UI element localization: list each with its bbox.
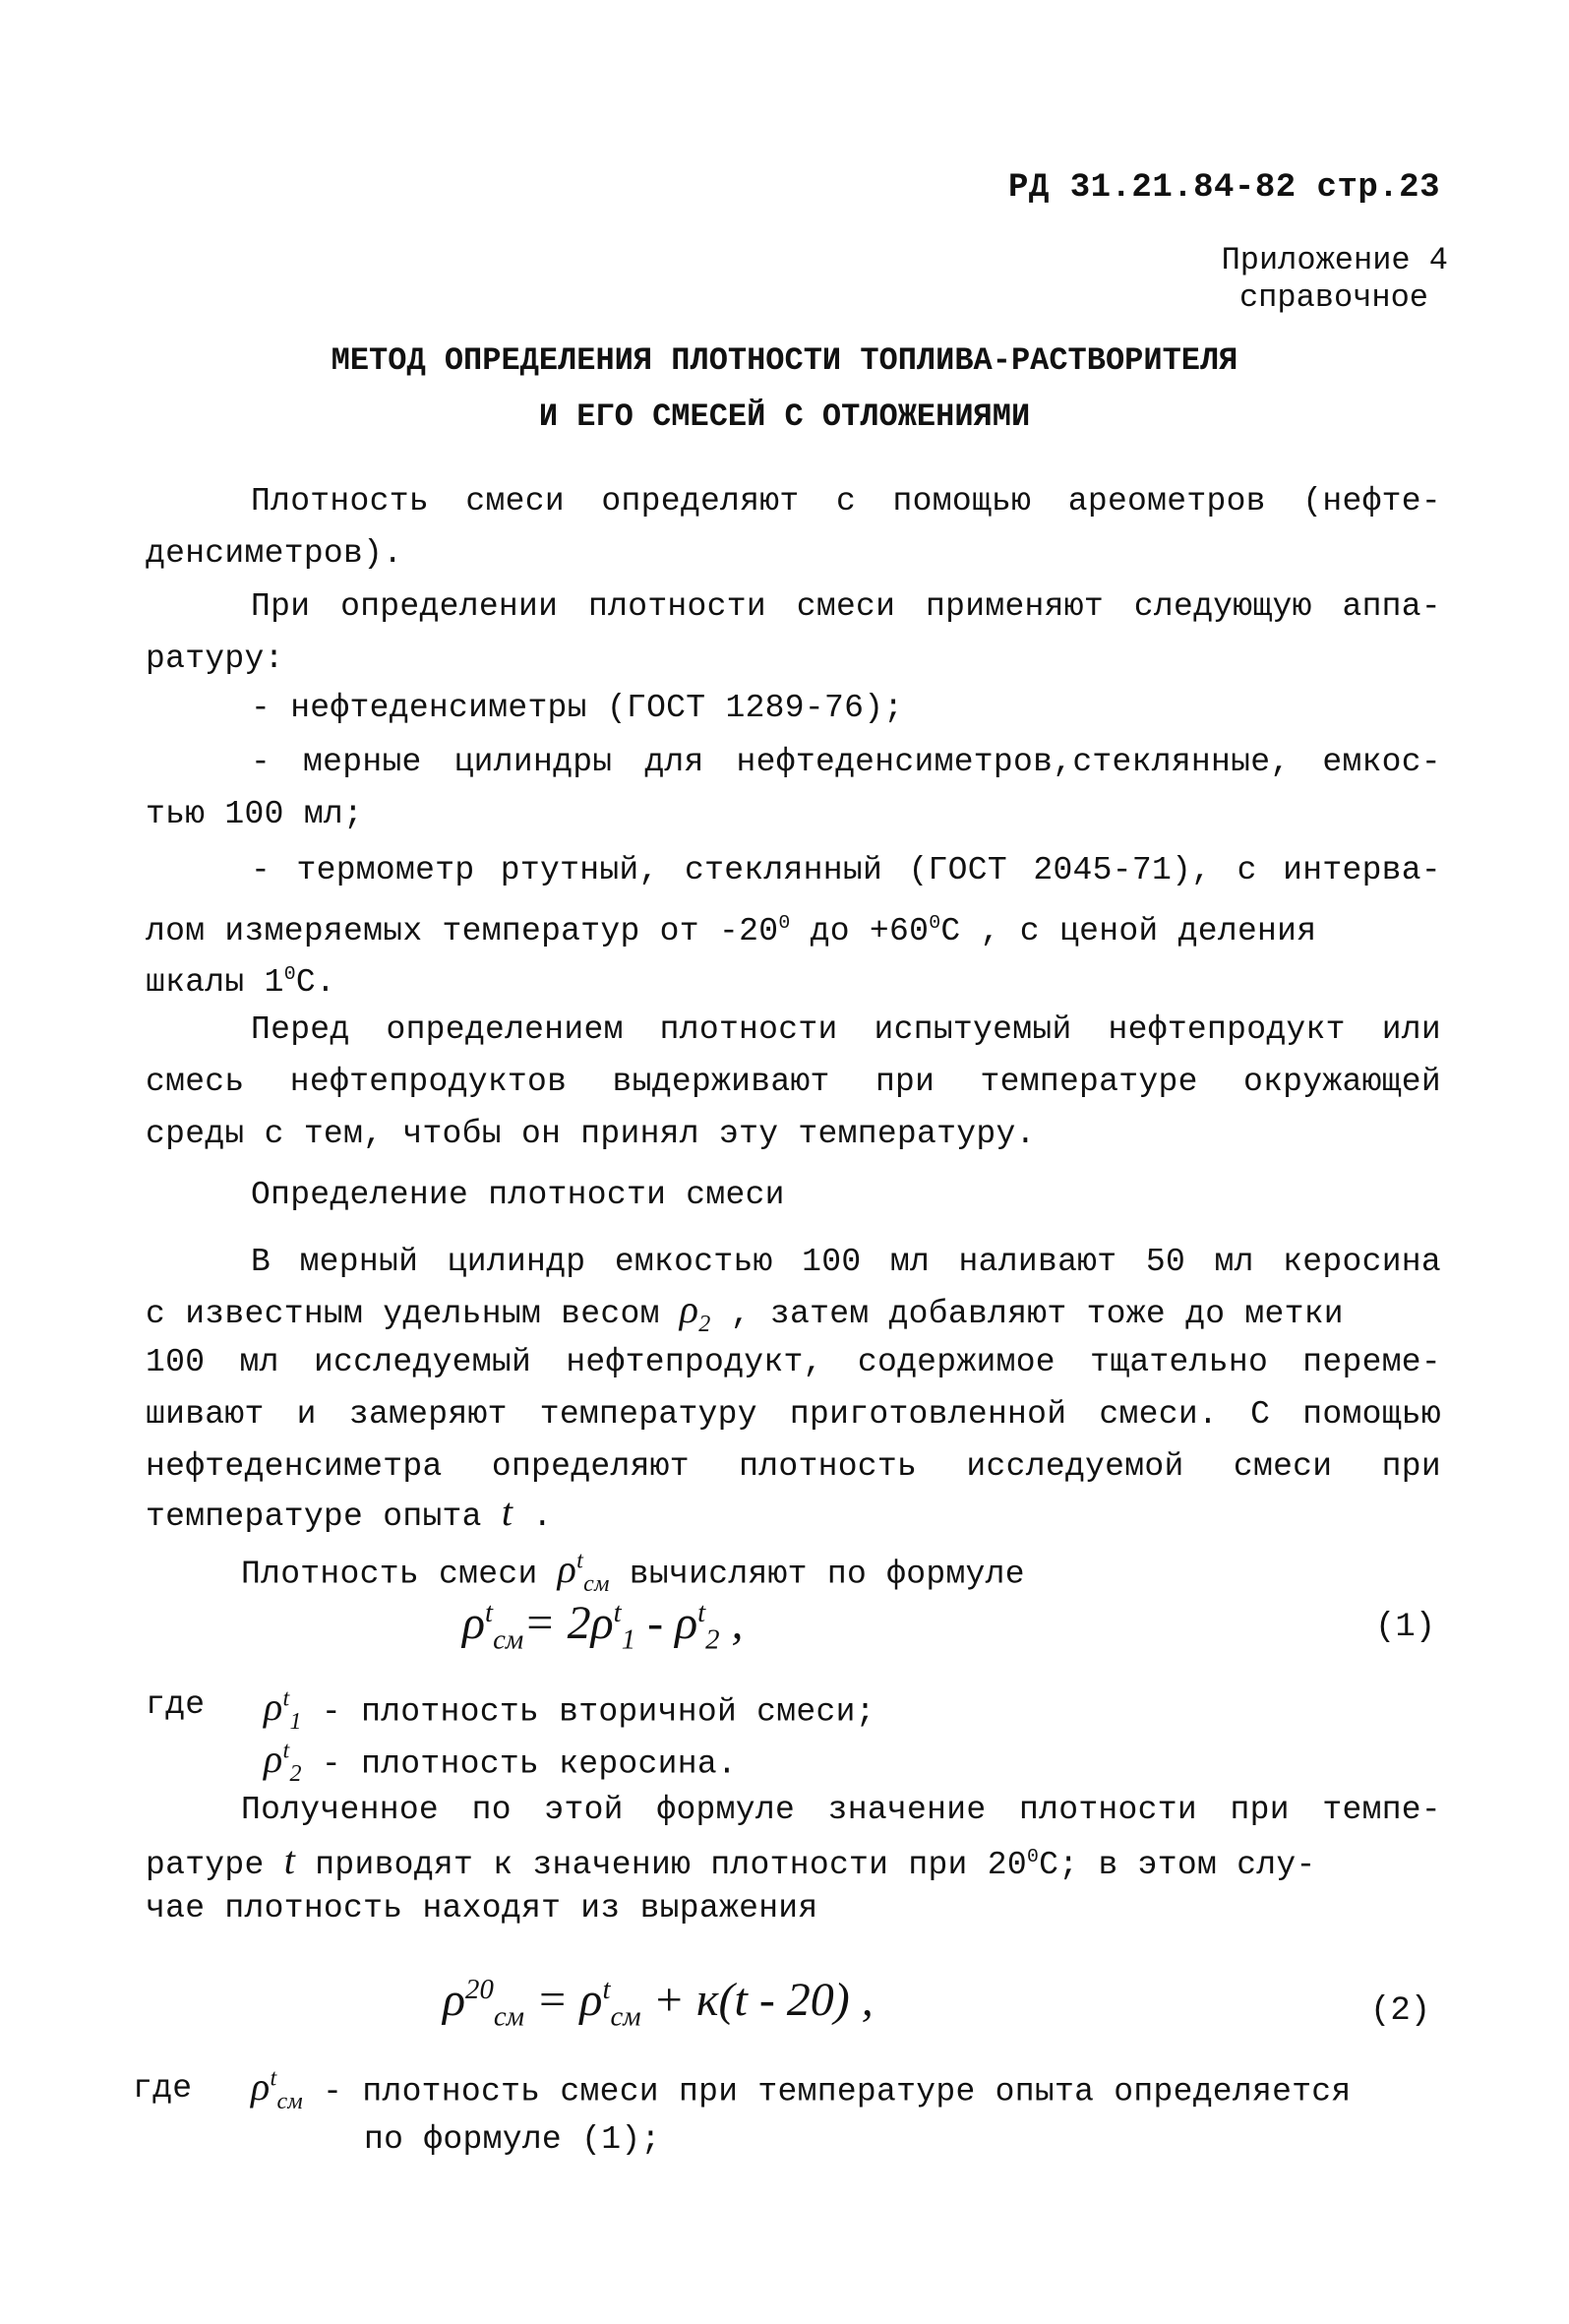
paragraph-3-line-3: среды с тем, чтобы он принял эту температуру. — [146, 1116, 1036, 1152]
paragraph-4-line-5: нефтеденсиметра определяют плотность исследуемой смеси при — [146, 1448, 1441, 1485]
document-title-line2: И ЕГО СМЕСЕЙ С ОТЛОЖЕНИЯМИ — [538, 398, 1031, 435]
paragraph-5: Плотность смеси $\rho^t_{см}$ вычисляют по формуле — [241, 1547, 1025, 1598]
paragraph-1-line-1: Плотность смеси определяют с помощью ареометров (нефте- — [251, 483, 1441, 520]
equation-2: $\rho^{20}_{см} = \rho^t_{см} + к(t - 20)$ , — [443, 1974, 874, 2033]
list-item-3-line-3: шкалы $1^0С$. — [146, 963, 336, 1001]
definition-rho2: $\rho^t_2$ - плотность керосина. — [264, 1737, 738, 1788]
document-title-line1: МЕТОД ОПРЕДЕЛЕНИЯ ПЛОТНОСТИ ТОПЛИВА-РАСТВОРИТЕЛЯ — [331, 342, 1238, 379]
rho-2-symbol: $\rho_2$ — [679, 1287, 711, 1337]
annex-type: справочное — [1238, 279, 1428, 316]
paragraph-2-line-1: При определении плотности смеси применяют следующую аппа- — [251, 588, 1441, 625]
list-item-3-line-1: - термометр ртутный, стеклянный (ГОСТ 2045-71), с интерва- — [251, 852, 1441, 888]
paragraph-4-line-4: шивают и замеряют температуру приготовленной смеси. С помощью — [146, 1396, 1441, 1433]
list-item-2-line-2: тью 100 мл; — [146, 796, 364, 832]
paragraph-4-line-6: температуре опыта t . — [146, 1490, 553, 1535]
paragraph-1-line-2: денсиметров). — [146, 535, 403, 572]
paragraph-4-line-1: В мерный цилиндр емкостью 100 мл наливают 50 мл керосина — [251, 1244, 1441, 1280]
paragraph-3-line-2: смесь нефтепродуктов выдерживают при температуре окружающей — [146, 1064, 1441, 1100]
definition-rho-cm-line-2: по формуле (1); — [364, 2121, 661, 2158]
paragraph-6-line-2: ратуре t приводят к значению плотности при $20^0С$; в этом слу- — [146, 1838, 1316, 1883]
paragraph-4-line-2: с известным удельным весом $\rho_2$ , затем добавляют тоже до метки — [146, 1287, 1344, 1337]
list-item-2-line-1: - мерные цилиндры для нефтеденсиметров,стеклянные, емкос- — [251, 744, 1441, 780]
equation-1: $\rho^t_{см}= 2\rho^t_1 - \rho^t_2$ , — [462, 1597, 744, 1656]
where-label-1: где — [146, 1686, 206, 1723]
rho-cm-symbol: $\rho^t_{см}$ — [557, 1547, 610, 1598]
where-label-2: где — [133, 2070, 193, 2107]
paragraph-6-line-1: Полученное по этой формуле значение плотности при темпе- — [241, 1792, 1441, 1828]
section-subheading: Определение плотности смеси — [251, 1177, 785, 1213]
definition-rho1: $\rho^t_1$ - плотность вторичной смеси; — [264, 1684, 875, 1736]
list-item-3-line-2: лом измеряемых температур от $-20^0$ до $+60^0С$ , с ценой деления — [146, 912, 1317, 949]
paragraph-6-line-3: чае плотность находят из выражения — [146, 1890, 818, 1926]
paragraph-4-line-3: 100 мл исследуемый нефтепродукт, содержимое тщательно переме- — [146, 1344, 1441, 1380]
document-reference: РД 31.21.84-82 стр.23 — [1008, 169, 1440, 207]
definition-rho-cm: $\rho^t_{см}$ - плотность смеси при температуре опыта определяется — [251, 2064, 1352, 2115]
paragraph-2-line-2: ратуру: — [146, 641, 284, 677]
t-symbol: t — [501, 1490, 513, 1534]
equation-1-number: (1) — [1375, 1609, 1436, 1646]
equation-2-number: (2) — [1370, 1992, 1431, 2030]
annex-number: Приложение 4 — [1221, 242, 1448, 278]
list-item-1: - нефтеденсиметры (ГОСТ 1289-76); — [251, 690, 904, 726]
paragraph-3-line-1: Перед определением плотности испытуемый нефтепродукт или — [251, 1011, 1441, 1048]
